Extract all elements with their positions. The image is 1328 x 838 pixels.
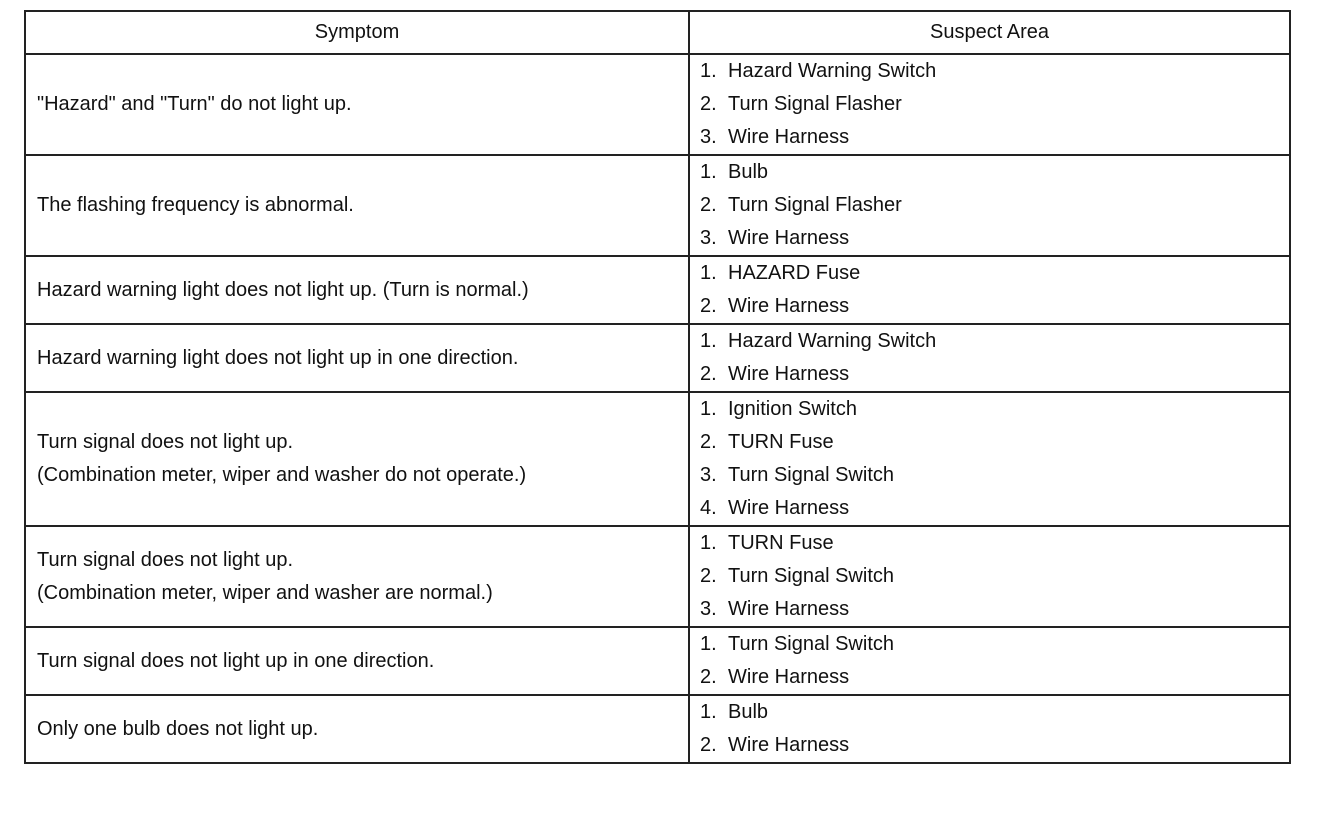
- suspect-area-item: [700, 593, 1289, 626]
- symptom-text: "Hazard" and "Turn" do not light up.: [37, 93, 352, 115]
- suspect-area-cell: [689, 256, 1290, 324]
- symptom-text: Hazard warning light does not light up. (Turn is normal.): [37, 278, 529, 301]
- item-number: 1.: [700, 701, 717, 723]
- item-number: 1.: [700, 262, 717, 284]
- suspect-area-text: Hazard Warning Switch: [728, 330, 937, 352]
- symptom-text: (Combination meter, wiper and washer do not operate.): [37, 464, 527, 486]
- symptom-header: Symptom: [25, 11, 689, 54]
- item-number: 1.: [700, 330, 717, 352]
- suspect-area-item: [700, 88, 1289, 121]
- item-number: 2.: [700, 194, 717, 216]
- symptom-text: Turn signal does not light up.: [37, 431, 294, 453]
- item-number: 2.: [700, 363, 717, 385]
- symptom-cell: [25, 256, 689, 324]
- item-number: 3.: [700, 126, 717, 148]
- suspect-area-cell: [689, 526, 1290, 627]
- suspect-area-item: [700, 325, 1289, 358]
- item-number: 3.: [700, 227, 717, 249]
- item-number: 3.: [700, 464, 717, 486]
- item-number: 4.: [700, 497, 717, 519]
- suspect-area-item: [700, 290, 1289, 323]
- item-number: 3.: [700, 598, 717, 620]
- table-row: [25, 627, 1290, 695]
- table-row: [25, 695, 1290, 763]
- suspect-area-item: [700, 492, 1289, 525]
- item-number: 2.: [700, 93, 717, 115]
- suspect-area-item: [700, 729, 1289, 762]
- suspect-area-text: Turn Signal Flasher: [728, 194, 902, 216]
- suspect-area-text: Turn Signal Switch: [728, 633, 894, 655]
- symptom-cell: [25, 392, 689, 526]
- suspect-area-text: Turn Signal Switch: [728, 464, 894, 486]
- suspect-area-header: Suspect Area: [689, 11, 1290, 54]
- suspect-area-item: [700, 189, 1289, 222]
- suspect-area-item: [700, 257, 1289, 290]
- item-number: 2.: [700, 666, 717, 688]
- item-number: 1.: [700, 532, 717, 554]
- suspect-area-item: [700, 358, 1289, 391]
- suspect-area-text: Wire Harness: [728, 734, 850, 756]
- symptom-cell: [25, 324, 689, 392]
- suspect-area-item: [700, 696, 1289, 729]
- suspect-area-text: Wire Harness: [728, 227, 850, 249]
- suspect-area-cell: [689, 324, 1290, 392]
- suspect-area-text: Hazard Warning Switch: [728, 60, 937, 82]
- item-number: 1.: [700, 633, 717, 655]
- suspect-area-item: [700, 222, 1289, 255]
- suspect-area-text: Wire Harness: [728, 666, 850, 688]
- suspect-area-item: [700, 55, 1289, 88]
- symptom-cell: [25, 54, 689, 155]
- suspect-area-cell: [689, 627, 1290, 695]
- symptom-text: Hazard warning light does not light up in one direction.: [37, 346, 519, 369]
- suspect-area-text: Wire Harness: [728, 598, 850, 620]
- suspect-area-item: [700, 393, 1289, 426]
- suspect-area-text: Turn Signal Switch: [728, 565, 894, 587]
- suspect-area-text: Wire Harness: [728, 497, 850, 519]
- suspect-area-text: Bulb: [728, 161, 769, 183]
- table-body: [25, 54, 1290, 763]
- item-number: 2.: [700, 565, 717, 587]
- symptom-text: Only one bulb does not light up.: [37, 717, 319, 740]
- suspect-area-text: TURN Fuse: [728, 532, 834, 554]
- symptom-cell: [25, 526, 689, 627]
- suspect-area-text: Wire Harness: [728, 295, 850, 317]
- suspect-area-item: [700, 426, 1289, 459]
- table-row: [25, 526, 1290, 627]
- suspect-area-cell: [689, 54, 1290, 155]
- symptom-cell: [25, 627, 689, 695]
- header-row: [25, 11, 1290, 54]
- suspect-area-text: Wire Harness: [728, 126, 850, 148]
- suspect-area-cell: [689, 155, 1290, 256]
- suspect-area-text: Ignition Switch: [728, 398, 857, 420]
- suspect-area-item: [700, 527, 1289, 560]
- symptom-text: (Combination meter, wiper and washer are normal.): [37, 581, 493, 604]
- suspect-area-text: Turn Signal Flasher: [728, 93, 902, 115]
- suspect-area-text: Wire Harness: [728, 363, 850, 385]
- table-row: [25, 256, 1290, 324]
- symptom-text: Turn signal does not light up.: [37, 548, 294, 571]
- table-row: [25, 54, 1290, 155]
- suspect-area-text: TURN Fuse: [728, 431, 834, 453]
- item-number: 2.: [700, 734, 717, 756]
- item-number: 1.: [700, 398, 717, 420]
- suspect-area-item: [700, 560, 1289, 593]
- suspect-area-text: Bulb: [728, 701, 769, 723]
- suspect-area-cell: [689, 695, 1290, 763]
- symptom-text: The flashing frequency is abnormal.: [37, 194, 354, 216]
- suspect-area-text: HAZARD Fuse: [728, 262, 861, 284]
- suspect-area-item: [700, 459, 1289, 492]
- suspect-area-item: [700, 628, 1289, 661]
- item-number: 2.: [700, 431, 717, 453]
- table-row: [25, 155, 1290, 256]
- suspect-area-item: [700, 661, 1289, 694]
- item-number: 1.: [700, 161, 717, 183]
- suspect-area-cell: [689, 392, 1290, 526]
- symptom-table: [24, 10, 1291, 764]
- item-number: 1.: [700, 60, 717, 82]
- item-number: 2.: [700, 295, 717, 317]
- table-row: [25, 324, 1290, 392]
- table-row: [25, 392, 1290, 526]
- symptom-cell: [25, 695, 689, 763]
- symptom-text: Turn signal does not light up in one direction.: [37, 649, 435, 672]
- symptom-cell: [25, 155, 689, 256]
- suspect-area-item: [700, 121, 1289, 154]
- suspect-area-item: [700, 156, 1289, 189]
